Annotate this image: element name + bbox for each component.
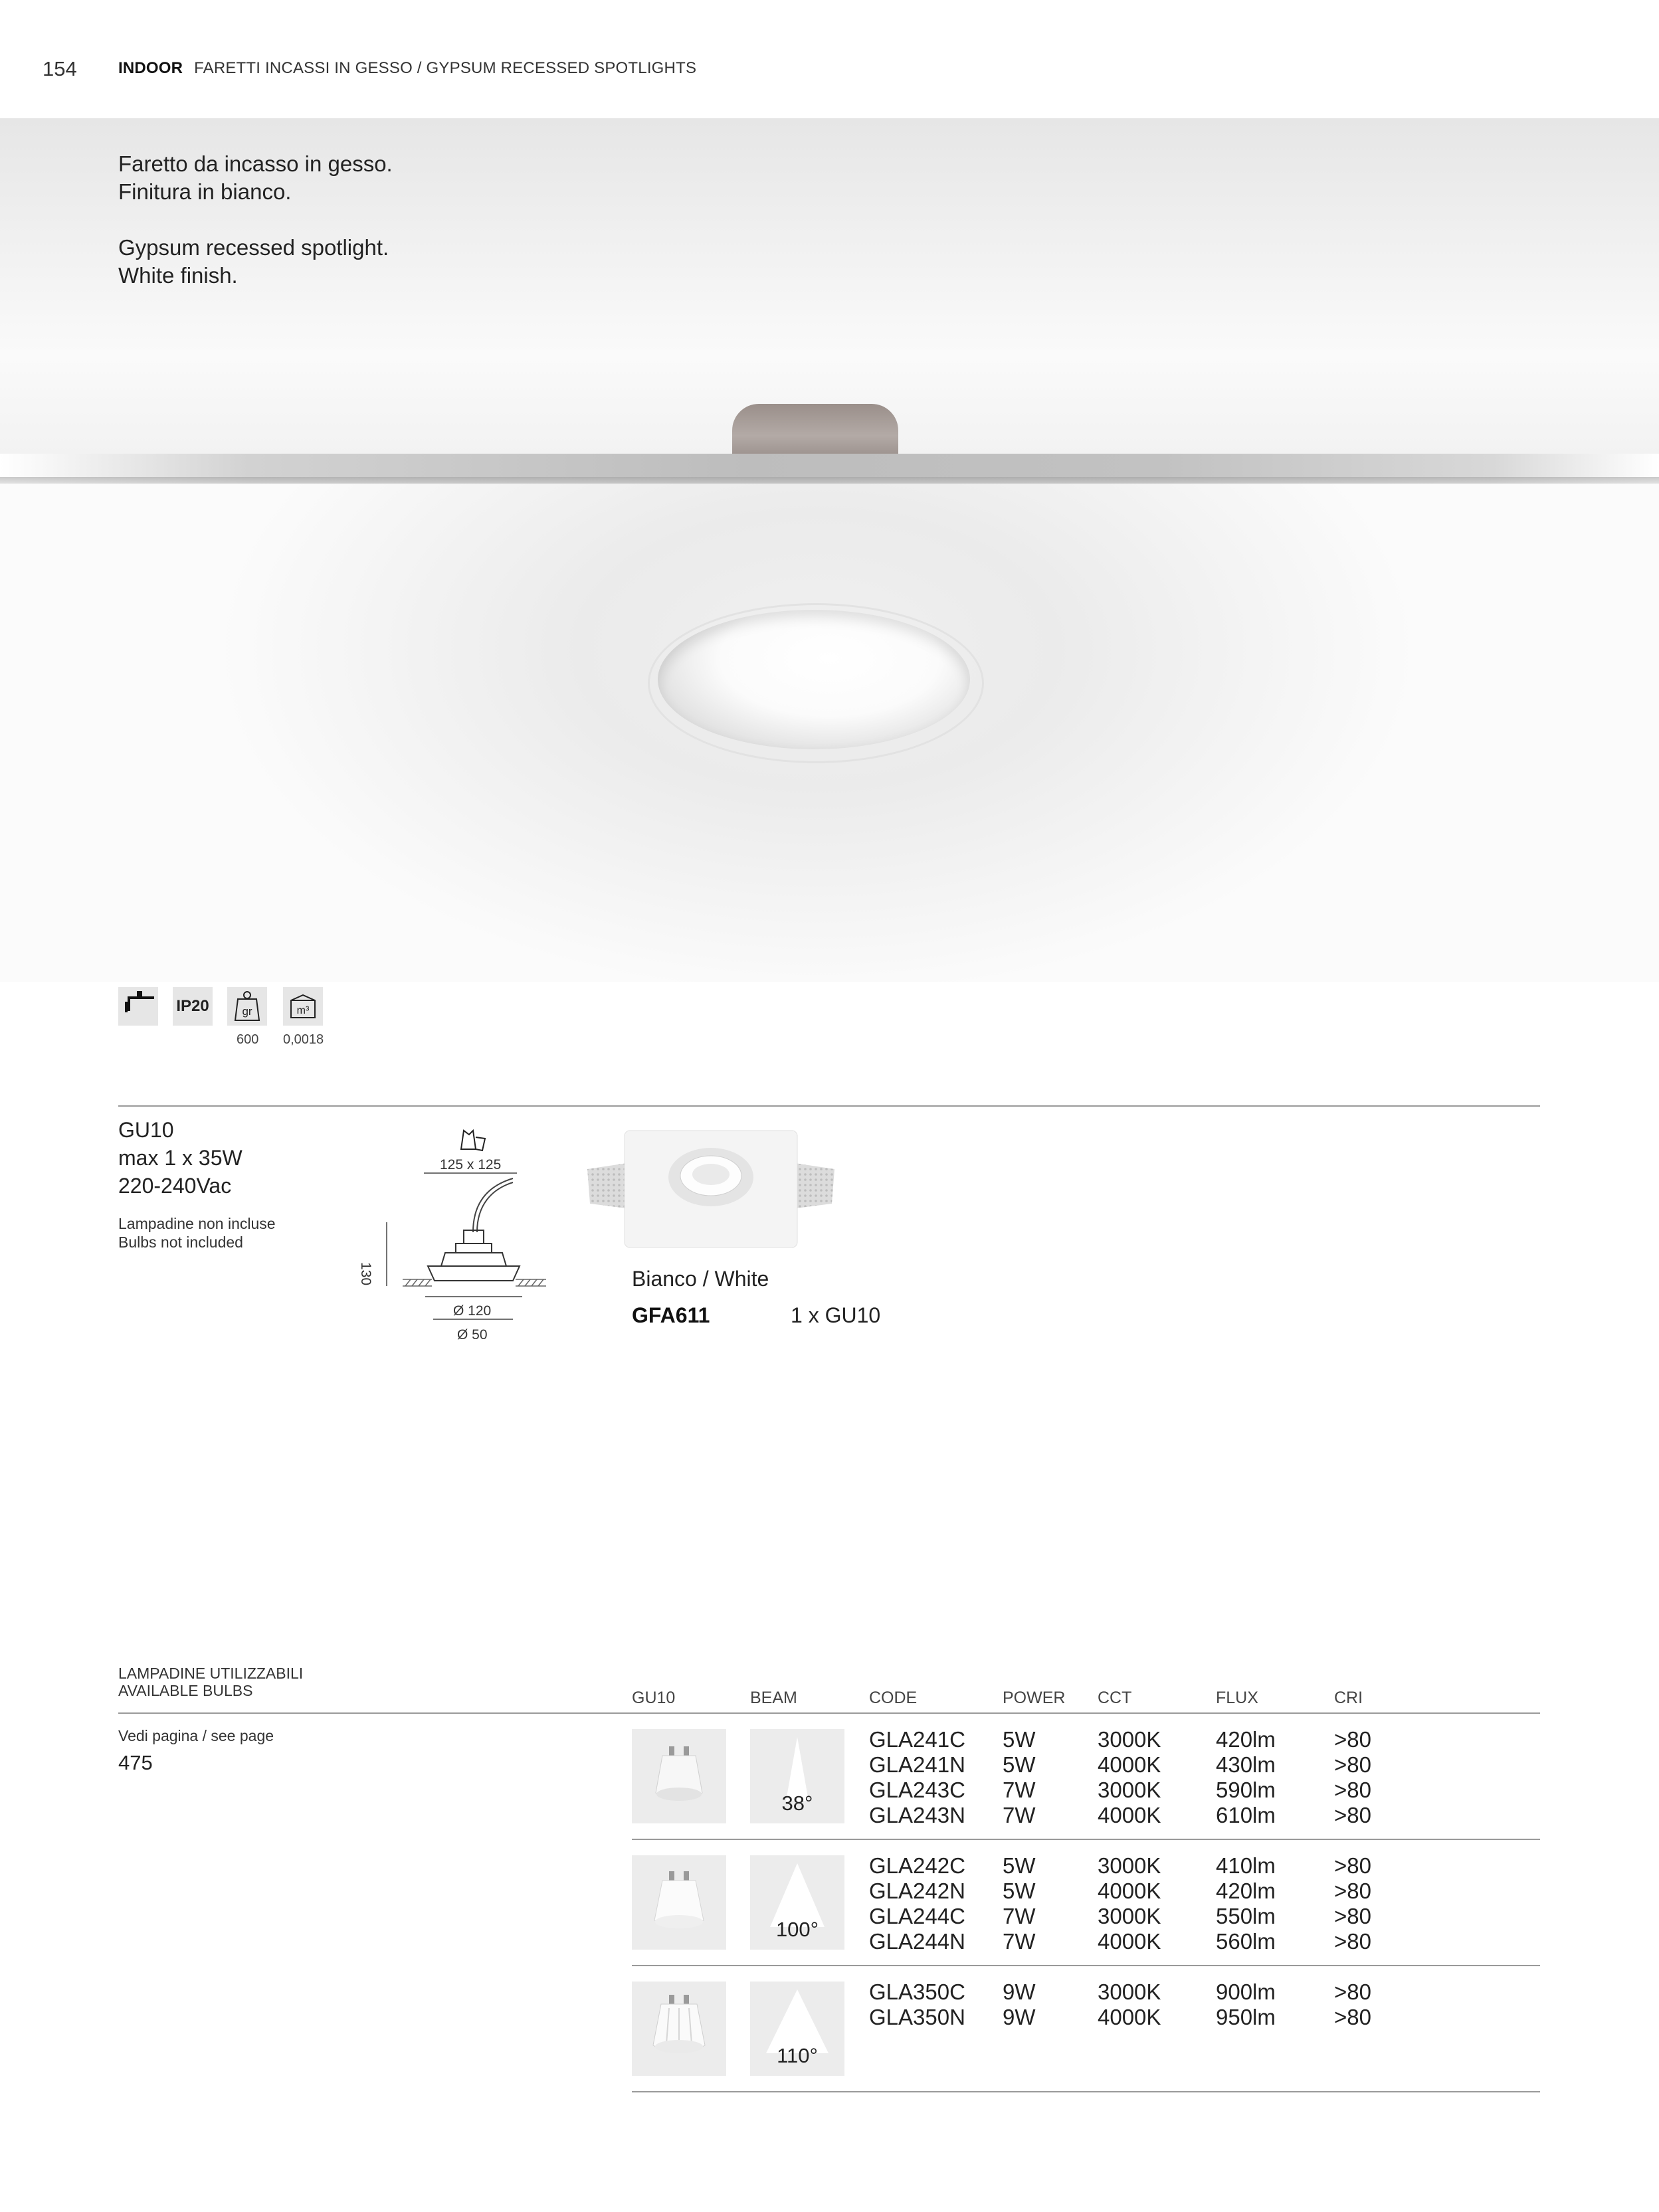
column-header-cri: CRI — [1334, 1689, 1363, 1707]
bulb-note-en: Bulbs not included — [118, 1234, 243, 1251]
bulbs-title-en: AVAILABLE BULBS — [118, 1682, 253, 1699]
table-row: 5W 5W 7W 7W — [1003, 1727, 1036, 1827]
spotlight-housing — [732, 404, 898, 457]
table-row: 9W 9W — [1003, 1980, 1036, 2029]
beam-angle-box — [750, 1855, 844, 1950]
weight-value: 600 — [237, 1032, 259, 1047]
product-code: GFA611 — [632, 1303, 710, 1327]
column-header-code: CODE — [869, 1689, 918, 1707]
electrical-specs — [118, 1116, 243, 1200]
section-divider — [118, 1105, 1540, 1107]
volume-unit: m³ — [296, 1005, 310, 1016]
bulbs-section-title — [118, 1665, 303, 1699]
volume-value: 0,0018 — [283, 1032, 324, 1047]
description-en-line1: Gypsum recessed spotlight. — [118, 235, 389, 260]
beam-angle-label: 110° — [777, 2044, 818, 2067]
see-page-number: 475 — [118, 1751, 153, 1774]
table-row: 3000K 4000K 3000K 4000K — [1098, 1727, 1161, 1827]
table-row: >80 >80 — [1334, 1980, 1371, 2029]
beam-angle-box — [750, 1982, 844, 2076]
bulb-note — [118, 1214, 276, 1251]
group-divider — [632, 1839, 1540, 1840]
bulb-image — [632, 1729, 726, 1823]
bulb-image — [632, 1855, 726, 1950]
table-row: 3000K 4000K — [1098, 1980, 1161, 2029]
table-row: 5W 5W 7W 7W — [1003, 1853, 1036, 1954]
dimension-plan-size: 125 x 125 — [440, 1157, 502, 1172]
column-header-cct: CCT — [1098, 1689, 1132, 1707]
description-it-line2: Finitura in bianco. — [118, 179, 292, 204]
table-row: 900lm 950lm — [1216, 1980, 1276, 2029]
table-row: 3000K 4000K 3000K 4000K — [1098, 1853, 1161, 1954]
beam-angle-box — [750, 1729, 844, 1823]
table-row: GLA350C GLA350N — [869, 1980, 965, 2029]
group-divider — [632, 2091, 1540, 2092]
table-row: >80 >80 >80 >80 — [1334, 1727, 1371, 1827]
ip-rating-icon: IP20 — [173, 987, 213, 1026]
weight-unit: gr — [242, 1005, 252, 1018]
bulbs-title-it: LAMPADINE UTILIZZABILI — [118, 1665, 304, 1682]
volume-box-icon — [283, 987, 323, 1026]
weight-icon — [227, 987, 267, 1026]
dimension-outer-diameter: Ø 120 — [453, 1303, 492, 1319]
bulb-image — [632, 1982, 726, 2076]
recessed-mount-icon — [118, 987, 158, 1026]
header-section: INDOOR — [118, 59, 183, 77]
group-divider — [632, 1965, 1540, 1966]
table-row: GLA242C GLA242N GLA244C GLA244N — [869, 1853, 965, 1954]
dimension-height: 130 — [358, 1262, 373, 1286]
see-page-label: Vedi pagina / see page — [118, 1727, 274, 1744]
cutout-icon — [461, 1131, 485, 1151]
column-header-gu10: GU10 — [632, 1689, 676, 1707]
finish-label: Bianco / White — [632, 1267, 769, 1291]
description-it-line1: Faretto da incasso in gesso. — [118, 151, 393, 176]
table-row: 410lm 420lm 550lm 560lm — [1216, 1853, 1276, 1954]
table-row: GLA241C GLA241N GLA243C GLA243N — [869, 1727, 965, 1827]
beam-angle-label: 100° — [775, 1918, 819, 1941]
spec-socket: GU10 — [118, 1118, 174, 1142]
page-number: 154 — [43, 57, 77, 80]
column-header-flux: FLUX — [1216, 1689, 1258, 1707]
product-photo — [585, 1129, 837, 1249]
column-header-beam: BEAM — [750, 1689, 797, 1707]
header-category: FARETTI INCASSI IN GESSO / GYPSUM RECESSED SPOTLIGHTS — [194, 59, 697, 77]
description-en-line2: White finish. — [118, 263, 238, 288]
column-header-power: POWER — [1003, 1689, 1066, 1707]
product-bulb: 1 x GU10 — [791, 1303, 881, 1327]
spec-voltage: 220-240Vac — [118, 1174, 232, 1198]
table-header-divider — [118, 1712, 1540, 1714]
dimension-inner-diameter: Ø 50 — [457, 1327, 488, 1342]
table-row: >80 >80 >80 >80 — [1334, 1853, 1371, 1954]
beam-angle-label: 38° — [781, 1792, 813, 1815]
table-row: 420lm 430lm 590lm 610lm — [1216, 1727, 1276, 1827]
spotlight-opening — [658, 610, 970, 749]
bulb-note-it: Lampadine non incluse — [118, 1215, 276, 1232]
product-description — [118, 150, 393, 290]
spec-max-power: max 1 x 35W — [118, 1146, 243, 1170]
header-title — [118, 59, 696, 78]
